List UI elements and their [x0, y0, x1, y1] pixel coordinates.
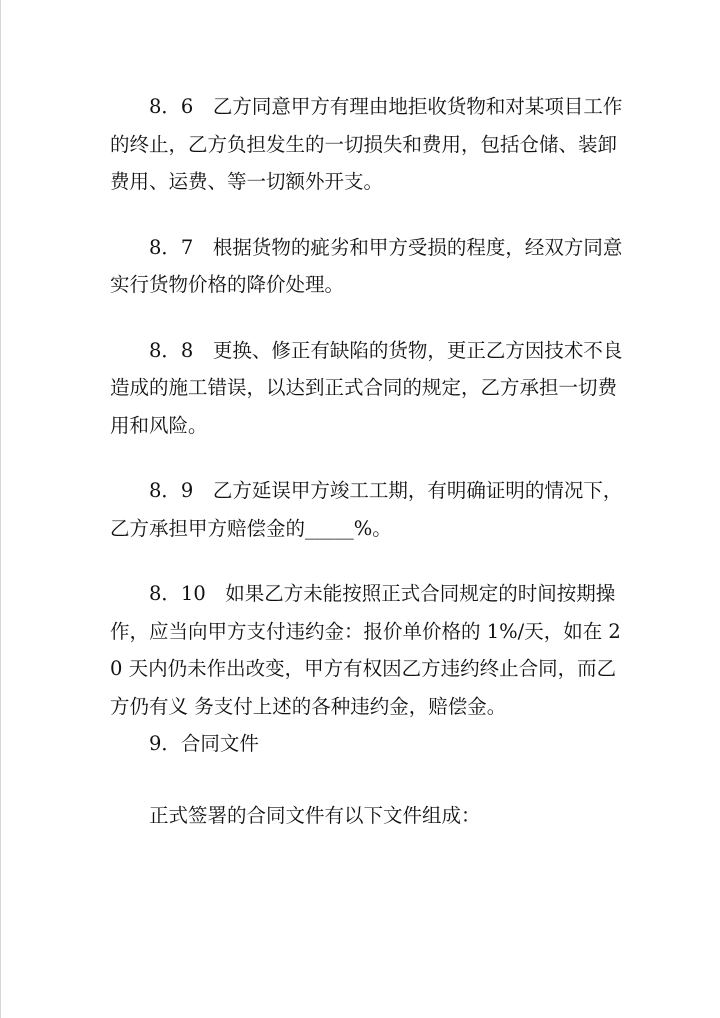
- section-9-heading: 9．合同文件: [149, 732, 259, 755]
- clause-8-8: 8．8 更换、修正有缺陷的货物，更正乙方因技术不良造成的施工错误，以达到正式合同的规定，乙方承担一切费用和风险。: [110, 338, 623, 437]
- clause-8-6: 8．6 乙方同意甲方有理由地拒收货物和对某项目工作的终止，乙方负担发生的一切损失和费用，包括仓储、装卸费用、运费、等一切额外开支。: [110, 95, 623, 193]
- document-body: [110, 88, 630, 834]
- section-9-intro: 正式签署的合同文件有以下文件组成：: [149, 803, 481, 827]
- clause-8-9: 8．9 乙方延误甲方竣工工期，有明确证明的情况下，乙方承担甲方赔偿金的_____%。: [110, 479, 623, 540]
- clause-8-10: 8．10 如果乙方未能按照正式合同规定的时间按期操作，应当向甲方支付违约金：报价单价格的 1%/天，如在 20 天内仍未作出改变，甲方有权因乙方违约终止合同，而乙方仍有义 务支付上述的各种违约金，赔偿金。: [110, 582, 621, 718]
- clause-8-7: 8．7 根据货物的疵劣和甲方受损的程度，经双方同意实行货物价格的降价处理。: [110, 235, 623, 296]
- page-edge: [0, 0, 1, 1018]
